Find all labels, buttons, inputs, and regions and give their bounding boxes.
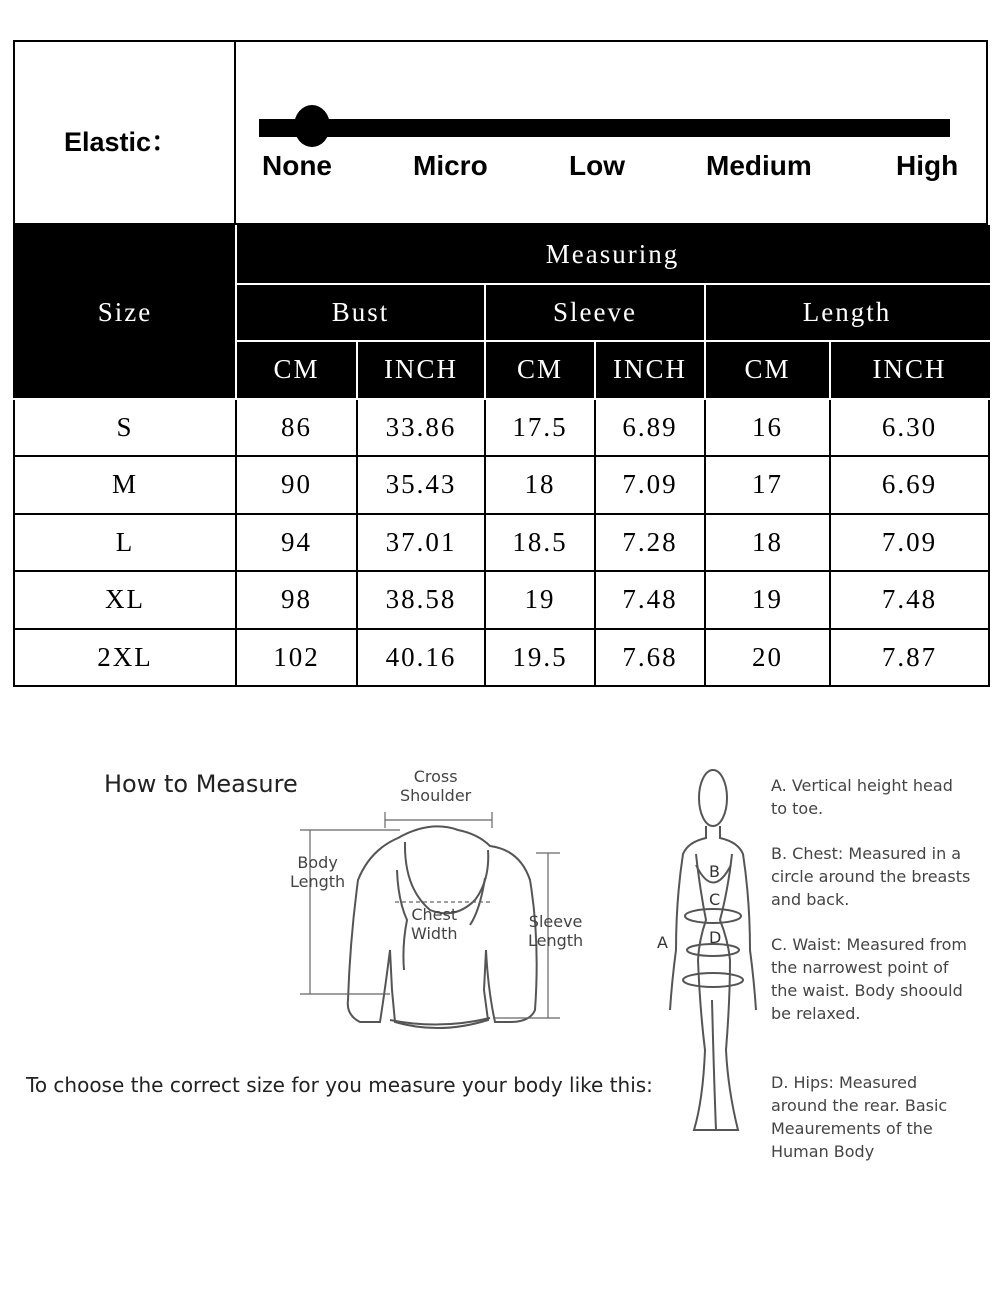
elastic-level-high: High [896,150,959,181]
table-cell: 17 [705,456,830,514]
body-letter-a: A [657,933,668,952]
table-cell: 16 [705,399,830,457]
unit-header: INCH [830,341,989,399]
unit-header: CM [705,341,830,399]
label-line: Body [297,853,338,872]
label-line: Shoulder [400,786,472,805]
table-cell: 86 [236,399,357,457]
body-letter-c: C [709,890,721,909]
table-cell: 19 [485,571,595,629]
table-cell: 17.5 [485,399,595,457]
table-row [14,571,989,629]
note-b: B. Chest: Measured in a circle around the breasts and back. [771,844,971,909]
elastic-bar [259,119,950,137]
table-cell: 90 [236,456,357,514]
length-header: Length [705,284,989,342]
table-cell: 6.30 [830,399,989,457]
table-cell: 7.48 [595,571,705,629]
unit-header: INCH [357,341,485,399]
table-row [14,456,989,514]
size-cell: 2XL [14,629,236,687]
unit-header: CM [236,341,357,399]
size-header: Size [14,226,236,399]
label-line: Length [528,931,584,950]
body-length-label [290,853,345,891]
table-row [14,629,989,687]
table-cell: 7.68 [595,629,705,687]
body-letter-b: B [709,862,720,881]
guide-intro: To choose the correct size for you measure your body like this: [26,1073,653,1097]
note-d: D. Hips: Measured around the rear. Basic Meaurements of the Human Body [771,1073,948,1161]
table-row [14,514,989,572]
table-cell: 37.01 [357,514,485,572]
table-cell: 38.58 [357,571,485,629]
label-line: Cross [413,767,458,786]
elastic-level-medium: Medium [706,150,812,181]
note-c: C. Waist: Measured from the narrowest point of the waist. Body shoould be relaxed. [771,935,967,1023]
table-cell: 7.87 [830,629,989,687]
note-a: A. Vertical height head to toe. [771,776,953,818]
table-cell: 18.5 [485,514,595,572]
bust-header: Bust [236,284,485,342]
chest-width-label [411,905,457,943]
label-line: Length [290,872,346,891]
size-cell: S [14,399,236,457]
measure-guide [0,750,1001,1170]
elastic-level-low: Low [569,150,625,181]
table-cell: 20 [705,629,830,687]
sleeve-length-label [528,912,583,950]
cross-shoulder-label [400,767,471,805]
table-cell: 7.28 [595,514,705,572]
label-line: Chest [411,905,458,924]
table-cell: 6.69 [830,456,989,514]
table-cell: 35.43 [357,456,485,514]
elastic-scale [13,40,988,225]
table-cell: 40.16 [357,629,485,687]
table-cell: 18 [485,456,595,514]
guide-title: How to Measure [104,770,298,798]
elastic-indicator [294,105,330,147]
unit-header: CM [485,341,595,399]
body-figure [670,770,756,1130]
table-cell: 19.5 [485,629,595,687]
table-cell: 7.48 [830,571,989,629]
sleeve-header: Sleeve [485,284,705,342]
table-cell: 33.86 [357,399,485,457]
unit-header: INCH [595,341,705,399]
elastic-level-none: None [262,150,332,181]
label-line: Width [411,924,458,943]
body-letter-d: D [709,928,722,947]
elastic-label: Elastic： [64,127,179,157]
elastic-label-cell [15,42,236,225]
table-row [14,399,989,457]
table-cell: 6.89 [595,399,705,457]
table-cell: 94 [236,514,357,572]
size-chart-table [13,225,990,687]
label-line: Sleeve [528,912,583,931]
table-cell: 98 [236,571,357,629]
table-cell: 18 [705,514,830,572]
size-cell: M [14,456,236,514]
size-cell: XL [14,571,236,629]
measuring-header: Measuring [236,226,989,284]
size-cell: L [14,514,236,572]
table-cell: 7.09 [830,514,989,572]
table-cell: 19 [705,571,830,629]
table-cell: 7.09 [595,456,705,514]
table-cell: 102 [236,629,357,687]
elastic-level-micro: Micro [413,150,488,181]
